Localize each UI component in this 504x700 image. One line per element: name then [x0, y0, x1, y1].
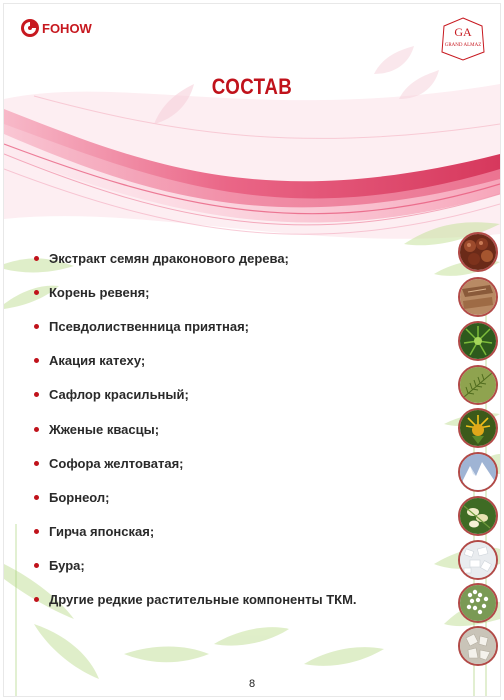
bullet-icon	[34, 290, 39, 295]
ingredient-list	[34, 241, 494, 617]
safflower-image	[458, 408, 498, 448]
list-item	[34, 378, 494, 412]
borneol-image	[458, 540, 498, 580]
grand-almaz-logo-initials: GA	[454, 25, 472, 39]
list-item	[34, 583, 494, 617]
bullet-icon	[34, 427, 39, 432]
bullet-icon	[34, 597, 39, 602]
cnidium-image	[458, 583, 498, 623]
bullet-icon	[34, 461, 39, 466]
ingredient-label: Гирча японская;	[49, 524, 155, 540]
ingredient-label: Псевдолиственница приятная;	[49, 318, 249, 334]
fohow-logo-icon	[20, 18, 40, 38]
bullet-icon	[34, 358, 39, 363]
list-item	[34, 480, 494, 514]
ingredient-label: Другие редкие растительные компоненты ТКМ.	[49, 592, 357, 608]
list-item	[34, 412, 494, 446]
fohow-logo-text: FOHOW	[42, 20, 92, 36]
ingredient-label: Акация катеху;	[49, 353, 146, 369]
bullet-icon	[34, 256, 39, 261]
grand-almaz-logo	[440, 16, 486, 62]
fohow-logo	[20, 18, 92, 38]
ingredient-label: Софора желтоватая;	[49, 455, 184, 471]
list-item	[34, 515, 494, 549]
bullet-icon	[34, 563, 39, 568]
page-title: СОСТАВ	[211, 74, 293, 99]
bullet-icon	[34, 529, 39, 534]
grand-almaz-logo-text: GRAND ALMAZ	[444, 43, 482, 48]
page-number: 8	[248, 678, 256, 690]
burnt-alum-image	[458, 452, 498, 492]
ingredient-label: Сафлор красильный;	[49, 387, 189, 403]
rhubarb-root-image	[458, 277, 498, 317]
bullet-icon	[34, 324, 39, 329]
list-item	[34, 241, 494, 275]
ingredient-label: Корень ревеня;	[49, 284, 150, 300]
sophora-image	[458, 496, 498, 536]
ingredient-label: Борнеол;	[49, 489, 110, 505]
ingredient-label: Бура;	[49, 558, 85, 574]
list-item	[34, 446, 494, 480]
bullet-icon	[34, 495, 39, 500]
bullet-icon	[34, 392, 39, 397]
ingredient-label: Жженые квасцы;	[49, 421, 160, 437]
list-item	[34, 275, 494, 309]
ingredient-label: Экстракт семян драконового дерева;	[49, 250, 289, 266]
dragon-tree-seeds-image	[458, 232, 498, 272]
borax-image	[458, 626, 498, 666]
list-item	[34, 309, 494, 343]
list-item	[34, 549, 494, 583]
acacia-catechu-image	[458, 365, 498, 405]
golden-larch-image	[458, 321, 498, 361]
page	[4, 4, 500, 696]
list-item	[34, 344, 494, 378]
